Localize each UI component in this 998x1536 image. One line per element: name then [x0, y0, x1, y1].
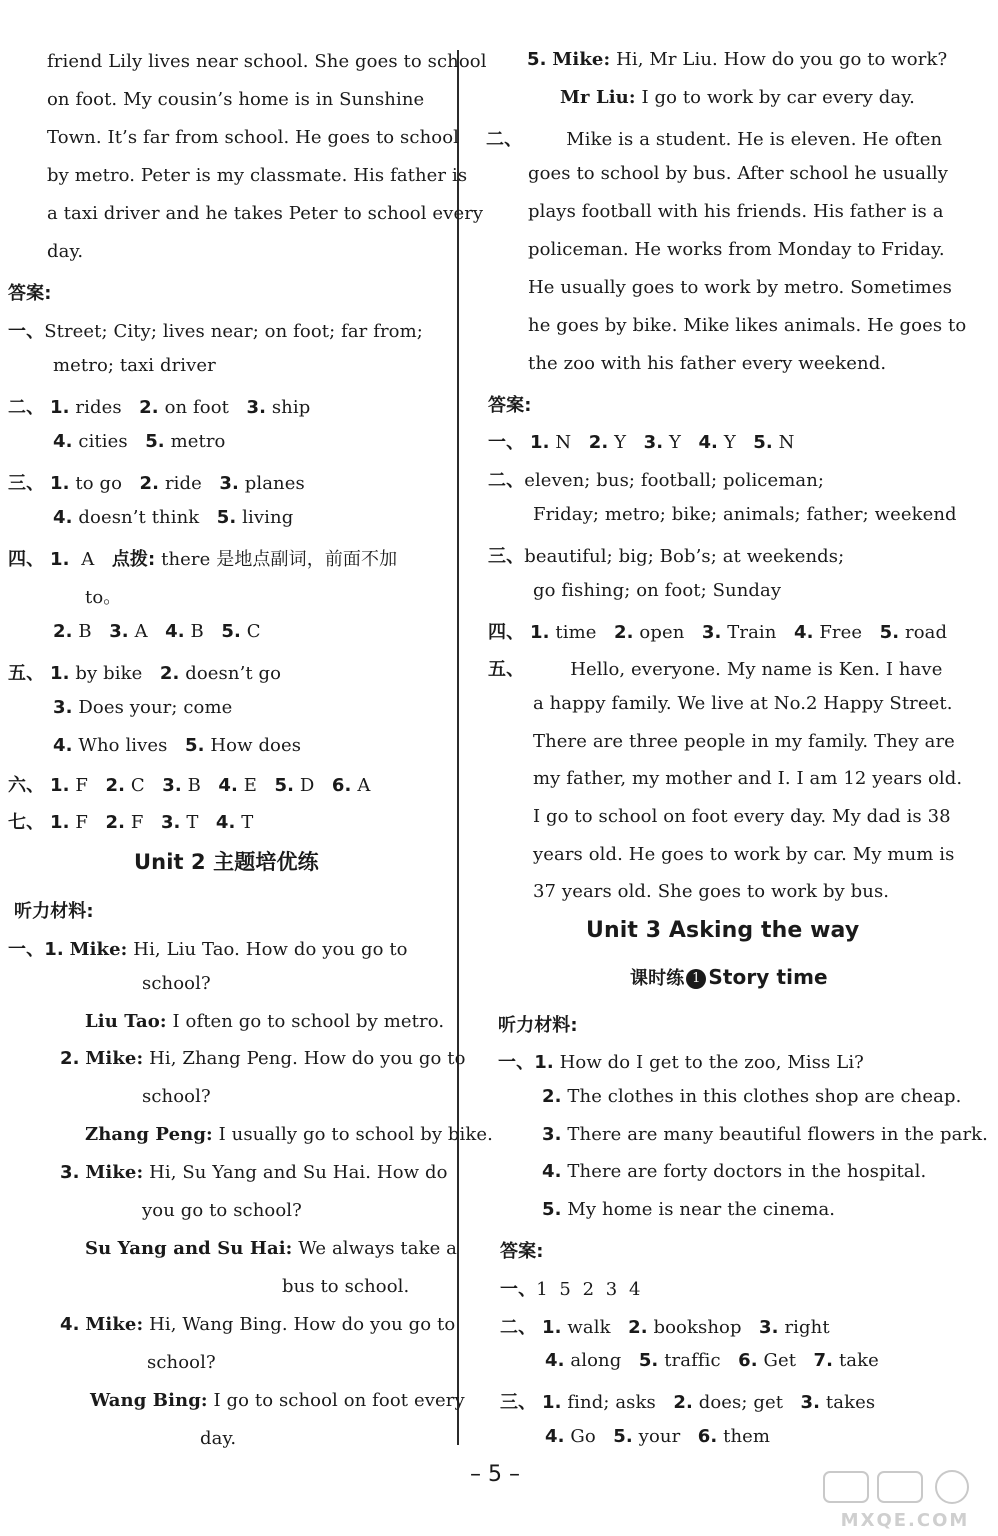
passage-line: my father, my mother and I. I am 12 years old. [533, 768, 963, 789]
answer-section-2: 二、eleven; bus; football; policeman; [488, 470, 825, 491]
answers-heading: 答案: [8, 283, 52, 304]
answer-section-4: 四、 1. A 点拨: there 是地点副词，前面不加 [8, 549, 398, 570]
answers-heading-2: 答案: [500, 1241, 544, 1262]
answer-line: 4. Who lives 5. How does [53, 735, 302, 756]
answer-line: metro; taxi driver [53, 355, 216, 376]
passage-line: a taxi driver and he takes Peter to school every [47, 203, 484, 224]
dialogue-3-question-cont: you go to school? [142, 1200, 302, 1221]
passage-line: plays football with his friends. His father is a [528, 201, 944, 222]
answer-note-cont: to。 [85, 587, 122, 608]
passage-line: friend Lily lives near school. She goes to school [47, 51, 487, 72]
page-number: – 5 – [470, 1462, 520, 1487]
answer-line: 4. cities 5. metro [53, 431, 226, 452]
listening-item: 2. The clothes in this clothes shop are cheap. [542, 1086, 962, 1107]
passage-line: 37 years old. She goes to work by bus. [533, 881, 890, 902]
answer-line: 4. Go 5. your 6. them [545, 1426, 771, 1447]
answer-order: 一、1 5 2 3 4 [500, 1279, 641, 1300]
dialogue-5-question: 5. Mike: Hi, Mr Liu. How do you go to work? [527, 49, 948, 70]
lesson-title: 课时练 1 Story time [630, 965, 828, 989]
unit2-title: Unit 2 主题培优练 [134, 850, 319, 874]
dialogue-2-question: 2. Mike: Hi, Zhang Peng. How do you go to [60, 1048, 466, 1069]
dialogue-1-question-cont: school? [142, 973, 211, 994]
answer-section-4: 四、 1. time 2. open 3. Train 4. Free 5. road [488, 622, 948, 643]
answer-section-3b: 三、 1. find; asks 2. does; get 3. takes [500, 1392, 876, 1413]
passage-line: There are three people in my family. They are [533, 731, 955, 752]
svg-text:MXQE.COM: MXQE.COM [840, 1510, 970, 1531]
passage-line: years old. He goes to work by car. My mum is [533, 844, 955, 865]
answer-section-1: 一、Street; City; lives near; on foot; far from; [8, 321, 423, 342]
passage-line: a happy family. We live at No.2 Happy Street. [533, 693, 953, 714]
answer-section-1: 一、 1. N 2. Y 3. Y 4. Y 5. N [488, 432, 795, 453]
passage-line: by metro. Peter is my classmate. His father is [47, 165, 468, 186]
answer-section-5: 五、 1. by bike 2. doesn’t go [8, 663, 282, 684]
passage-line: goes to school by bus. After school he usually [528, 163, 949, 184]
passage-line: day. [47, 241, 84, 262]
listening-heading: 听力材料: [14, 901, 94, 922]
column-divider [457, 50, 459, 1445]
dialogue-4-question: 4. Mike: Hi, Wang Bing. How do you go to [60, 1314, 456, 1335]
dialogue-5-answer: Mr Liu: I go to work by car every day. [560, 87, 915, 108]
dialogue-1-question: 一、1. Mike: Hi, Liu Tao. How do you go to [8, 939, 408, 960]
passage-line: policeman. He works from Monday to Friday. [528, 239, 945, 260]
dialogue-3-question: 3. Mike: Hi, Su Yang and Su Hai. How do [60, 1162, 448, 1183]
answer-section-7: 七、 1. F 2. F 3. T 4. T [8, 812, 254, 833]
answer-line: go fishing; on foot; Sunday [533, 580, 782, 601]
passage-line: on foot. My cousin’s home is in Sunshine [47, 89, 425, 110]
answer-line: 4. along 5. traffic 6. Get 7. take [545, 1350, 879, 1371]
dialogue-3-answer-cont: bus to school. [282, 1276, 410, 1297]
passage-line: I go to school on foot every day. My dad is 38 [533, 806, 951, 827]
dialogue-4-answer-cont: day. [200, 1428, 237, 1449]
watermark-logo [820, 1468, 990, 1532]
listening-item: 3. There are many beautiful flowers in the park. [542, 1124, 988, 1145]
answers-heading: 答案: [488, 395, 532, 416]
dialogue-1-answer: Liu Tao: I often go to school by metro. [85, 1011, 445, 1032]
answer-line: 3. Does your; come [53, 697, 233, 718]
listening-item: 5. My home is near the cinema. [542, 1199, 836, 1220]
answer-line: 4. doesn’t think 5. living [53, 507, 294, 528]
answer-section-3: 三、 1. to go 2. ride 3. planes [8, 473, 305, 494]
dialogue-4-question-cont: school? [147, 1352, 216, 1373]
passage-line: he goes by bike. Mike likes animals. He goes to [528, 315, 967, 336]
answer-section-2b: 二、 1. walk 2. bookshop 3. right [500, 1317, 830, 1338]
lesson-number-badge: 1 [686, 969, 706, 989]
dialogue-2-answer: Zhang Peng: I usually go to school by bike. [85, 1124, 493, 1145]
listening-heading: 听力材料: [498, 1015, 578, 1036]
passage-line: the zoo with his father every weekend. [528, 353, 887, 374]
answer-line: Friday; metro; bike; animals; father; weekend [533, 504, 957, 525]
listening-item: 一、1. How do I get to the zoo, Miss Li? [498, 1052, 864, 1073]
dialogue-3-answer: Su Yang and Su Hai: We always take a [85, 1238, 457, 1259]
listening-passage-2: 二、 Mike is a student. He is eleven. He often [486, 129, 943, 150]
passage-line: Town. It’s far from school. He goes to school [47, 127, 459, 148]
answer-section-2: 二、 1. rides 2. on foot 3. ship [8, 397, 311, 418]
answer-section-3: 三、beautiful; big; Bob’s; at weekends; [488, 546, 845, 567]
listening-item: 4. There are forty doctors in the hospital. [542, 1161, 927, 1182]
passage-line: He usually goes to work by metro. Sometimes [528, 277, 952, 298]
unit3-title: Unit 3 Asking the way [586, 918, 860, 943]
answer-line: 2. B 3. A 4. B 5. C [53, 621, 261, 642]
dialogue-4-answer: Wang Bing: I go to school on foot every [90, 1390, 465, 1411]
dialogue-2-question-cont: school? [142, 1086, 211, 1107]
answer-section-5: 五、 Hello, everyone. My name is Ken. I have [488, 659, 943, 680]
answer-section-6: 六、 1. F 2. C 3. B 4. E 5. D 6. A [8, 775, 371, 796]
